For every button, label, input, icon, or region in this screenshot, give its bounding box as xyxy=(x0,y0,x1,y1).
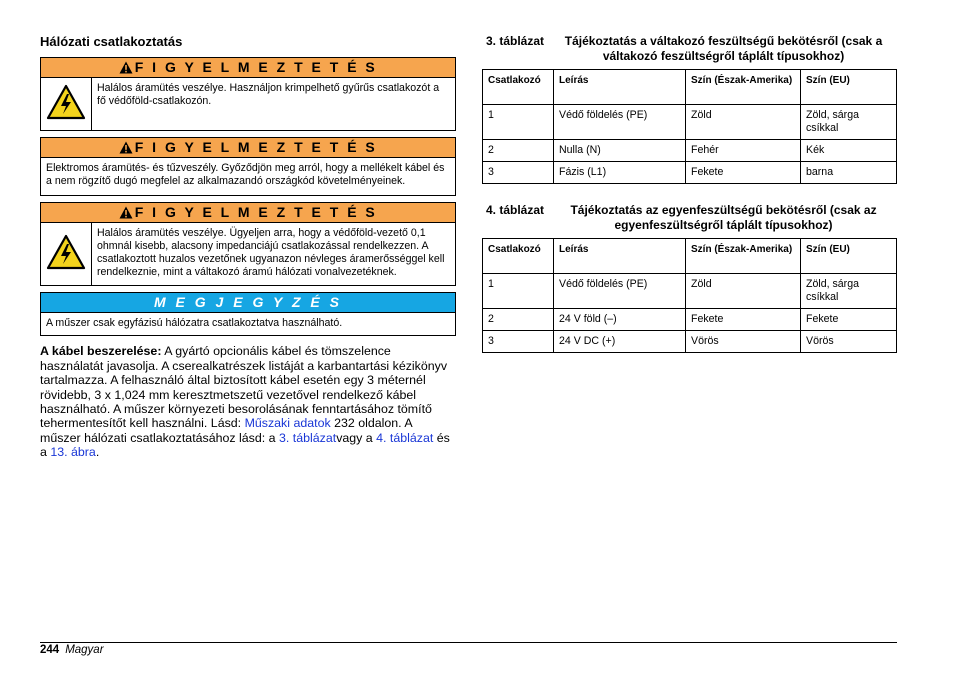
footer-divider xyxy=(40,642,897,643)
warning-triangle-icon xyxy=(119,205,133,224)
section-title: Hálózati csatlakoztatás xyxy=(40,34,183,49)
column-header: Szín (EU) xyxy=(801,239,897,274)
column-header: Csatlakozó xyxy=(483,70,554,105)
table-header-row xyxy=(483,70,897,105)
warning-box-2 xyxy=(40,137,456,195)
column-header: Szín (EU) xyxy=(801,70,897,105)
cable-installation-paragraph: A kábel beszerelése: A gyártó opcionális kábel és tömszelence használatát javasolja. A cserealkatrészek listáját a karbantartási kézikönyv tartalmazza. A felhasználó által biztosított kábel esetén egy 3 méternél rövidebb, 3 x 1,024 mm keresztmetszetű vezetővel rendelkező kábel használható. A műszer környezeti besorolásának fenntartásához tömítő tehermentesítőt kell használni. Lásd: Műszaki adatok 232 oldalon. A műszer hálózati csatlakoztatásához lásd: a 3. táblázatvagy a 4. táblázat és a 13. ábra. xyxy=(40,344,450,460)
left-column xyxy=(40,34,456,460)
warning-header xyxy=(41,58,455,78)
table-cell: Zöld xyxy=(686,274,801,309)
table-cell: barna xyxy=(801,162,897,184)
table-row xyxy=(483,331,897,353)
table-title: Tájékoztatás a váltakozó feszültségű bekötésről (csak a váltakozó feszültségről táplált típusokhoz) xyxy=(564,34,883,63)
table-cell: 2 xyxy=(483,309,554,331)
table-cell: Védő földelés (PE) xyxy=(554,105,686,140)
note-text: A műszer csak egyfázisú hálózatra csatlakoztatva használható. xyxy=(46,317,343,330)
table-cell: Vörös xyxy=(686,331,801,353)
note-header: M E G J E G Y Z É S xyxy=(41,293,455,313)
warning-header xyxy=(41,203,455,223)
column-header: Szín (Észak-Amerika) xyxy=(686,239,801,274)
table-row xyxy=(483,140,897,162)
table-number: 3. táblázat xyxy=(486,34,545,48)
link-table-4[interactable]: 4. táblázat xyxy=(376,430,434,445)
table-cell: Fehér xyxy=(686,140,801,162)
link-figure-13[interactable]: 13. ábra xyxy=(50,445,96,460)
note-box xyxy=(40,292,456,336)
right-column xyxy=(482,34,897,372)
table-cell: Zöld xyxy=(686,105,801,140)
warning-box-1 xyxy=(40,57,456,131)
warning-label: F I G Y E L M E Z T E T É S xyxy=(134,203,378,220)
electric-shock-icon xyxy=(46,234,86,274)
table-cell: Védő földelés (PE) xyxy=(554,274,686,309)
warning-triangle-icon xyxy=(119,60,133,79)
table-cell: Zöld, sárga csíkkal xyxy=(801,105,897,140)
table-cell: Kék xyxy=(801,140,897,162)
table-3 xyxy=(482,69,897,184)
page-footer xyxy=(40,643,104,657)
paragraph-lead: A kábel beszerelése: xyxy=(40,344,162,359)
table-cell: 2 xyxy=(483,140,554,162)
column-header: Leírás xyxy=(554,239,686,274)
warning-header xyxy=(41,138,455,158)
table-cell: Vörös xyxy=(801,331,897,353)
warning-text: Elektromos áramütés- és tűzveszély. Győződjön meg arról, hogy a mellékelt kábel és a nem rögzítő dugó megfelel az alkalmazandó országkód követelményeinek. xyxy=(46,162,445,188)
warning-text: Halálos áramütés veszélye. Ügyeljen arra, hogy a védőföld-vezető 0,1 ohmnál kisebb, alacsony impedanciájú csatlakozással rendelkezzen. A csatlakoztott huzalos vezetőnek ugyanazon névleges áramerősséggel kell rendelkeznie, mint a váltakozó áramú hálózati vonalvezetéknek. xyxy=(97,226,445,279)
table-row xyxy=(483,274,897,309)
table-cell: Nulla (N) xyxy=(554,140,686,162)
table-cell: Fekete xyxy=(686,162,801,184)
warning-triangle-icon xyxy=(119,140,133,159)
footer-language: Magyar xyxy=(65,644,104,656)
table-cell: 24 V föld (–) xyxy=(554,309,686,331)
table-cell: Fázis (L1) xyxy=(554,162,686,184)
warning-box-3 xyxy=(40,202,456,287)
column-header: Szín (Észak-Amerika) xyxy=(686,70,801,105)
table-number: 4. táblázat xyxy=(486,203,545,217)
table-row xyxy=(483,309,897,331)
table-3-caption xyxy=(482,34,897,63)
table-cell: 24 V DC (+) xyxy=(554,331,686,353)
link-table-3[interactable]: 3. táblázat xyxy=(279,430,337,445)
warning-label: F I G Y E L M E Z T E T É S xyxy=(134,139,378,156)
page-number: 244 xyxy=(40,644,60,656)
warning-label: F I G Y E L M E Z T E T É S xyxy=(134,59,378,75)
table-cell: Fekete xyxy=(686,309,801,331)
table-cell: 3 xyxy=(483,331,554,353)
table-4-caption xyxy=(482,203,897,232)
table-cell: Fekete xyxy=(801,309,897,331)
table-row xyxy=(483,162,897,184)
table-row xyxy=(483,105,897,140)
table-cell: 1 xyxy=(483,274,554,309)
electric-shock-icon xyxy=(46,84,86,124)
table-title: Tájékoztatás az egyenfeszültségű bekötésről (csak az egyenfeszültségről táplált típusokhoz) xyxy=(570,203,877,232)
column-header: Csatlakozó xyxy=(483,239,554,274)
table-cell: 1 xyxy=(483,105,554,140)
table-cell: 3 xyxy=(483,162,554,184)
column-header: Leírás xyxy=(554,70,686,105)
table-header-row xyxy=(483,239,897,274)
warning-text: Halálos áramütés veszélye. Használjon krimpelhető gyűrűs csatlakozót a fő védőföld-csatlakozón. xyxy=(97,82,440,108)
link-specifications[interactable]: Műszaki adatok xyxy=(244,416,331,431)
table-4 xyxy=(482,238,897,353)
table-cell: Zöld, sárga csíkkal xyxy=(801,274,897,309)
